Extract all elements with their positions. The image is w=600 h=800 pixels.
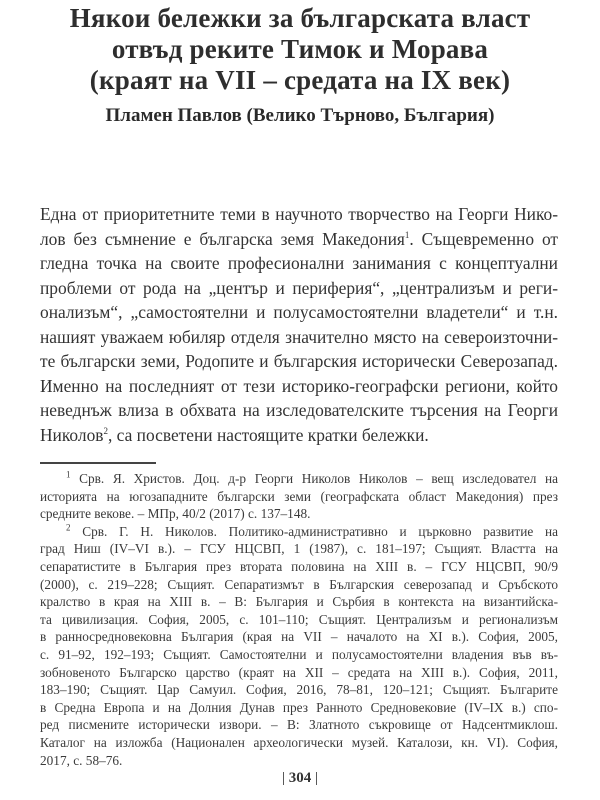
footnote-number: 2 (66, 522, 71, 533)
body-text-fragment: . Същевременно от (409, 228, 559, 249)
page-number (0, 770, 600, 787)
body-line (40, 227, 558, 252)
footnote-1 (40, 470, 558, 523)
footnote-number: 1 (66, 469, 71, 480)
footnote-line: зобновеното Българско царство (краят на XII – средата на XIII в.). София, 2011, (40, 664, 558, 680)
body-text-fragment: лов без съмнение е българска земя Македония (40, 228, 405, 249)
footnote-line: историята на югозападните български земи (географската област Македония) през (40, 488, 558, 504)
title-line-1: Някои бележки за българската власт (69, 3, 531, 33)
body-line: Именно на последният от тези историко-географски региони, който (40, 375, 558, 396)
footnotes (40, 470, 558, 769)
footnote-separator (40, 462, 156, 464)
footnote-line: в ранносредновековна България (края на VII – началото на XI в.). София, 2005, (40, 629, 558, 645)
title-line-3: (краят на VII – средата на IX век) (89, 65, 511, 95)
footnote-2 (40, 523, 558, 769)
footnote-text: Срв. Г. Н. Николов. Политико-административно и църковно развитие на (82, 523, 558, 539)
body-line: Една от приоритетните теми в научното творчество на Георги Нико- (40, 204, 558, 224)
body-line (40, 423, 558, 448)
body-line: неведнъж влиза в обхвата на изследователските търсения на Георги (40, 400, 558, 420)
footnote-line: 2017, с. 58–76. (40, 752, 123, 768)
page-number-left-bar: | (281, 770, 285, 786)
footnote-line: с. 91–92, 192–193; Същият. Самостоятелни и полусамостоятелни владения във въ- (40, 646, 558, 662)
body-text-fragment: Николов (40, 424, 104, 445)
footnote-line: ред писмените исторически извори. – В: Златното съкровище от Надсентмиклош. (40, 717, 558, 733)
body-paragraph (40, 202, 558, 447)
footnote-line: (2000), с. 219–228; Същият. Сепаратизмът в Българския северозапад и Сръбското (40, 576, 558, 592)
footnote-line: град Ниш (IV–VI в.). – ГСУ НЦСВП, 1 (1987), с. 181–197; Същият. Властта на (40, 541, 558, 557)
footnote-line: кралство в края на XIII в. – В: България и Сърбия в контекста на византийска- (40, 594, 558, 610)
page-number-right-bar: | (315, 770, 319, 786)
footnote-line: та цивилизация. София, 2005, с. 101–110; Същият. Централизъм и регионализъм (40, 611, 558, 627)
footnote-line: сепаратистите в България през втората половина на XIII в. – ГСУ НЦСВП, 90/9 (40, 558, 558, 574)
body-line: нашият уважаем юбиляр отделя значително място на североизточни- (40, 326, 558, 347)
footnote-text: Срв. Я. Христов. Доц. д-р Георги Николов Николов – вещ изследовател на (79, 471, 558, 486)
author-line: Пламен Павлов (Велико Търново, България) (105, 105, 495, 126)
body-line: онализъм“, „самостоятелни и полусамостоятелни владетели“ и т.н. (40, 302, 558, 322)
body-line: те български земи, Родопите и българския исторически Северозапад. (40, 351, 558, 371)
footnote-line: в Средна Европа и на Долния Дунав през Ранното Средновековие (IV–IX в.) спо- (40, 699, 558, 715)
article-title (0, 3, 600, 96)
footnote-ref-1[interactable]: 1 (404, 229, 410, 240)
body-text-fragment: , са посветени настоящите кратки бележки. (107, 424, 429, 445)
body-line: гледна точка на своите професионални занимания с концептуални (40, 253, 558, 273)
body-line: проблеми от рода на „център и периферия“, „централизъм и реги- (40, 277, 558, 298)
footnote-line (40, 470, 558, 488)
footnote-line (40, 523, 558, 541)
footnote-line: 183–190; Същият. Цар Самуил. София, 2016, 78–81, 120–121; Същият. Българите (40, 682, 558, 698)
footnote-line: средните векове. – МПр, 40/2 (2017) с. 137–148. (40, 506, 311, 522)
footnote-line: Каталог на изложба (Национален археологически музей. Каталози, кн. VI). София, (40, 734, 558, 750)
page-number-value: 304 (288, 770, 312, 786)
title-line-2: отвъд реките Тимок и Морава (111, 34, 489, 64)
footnote-ref-2[interactable]: 2 (103, 425, 108, 436)
